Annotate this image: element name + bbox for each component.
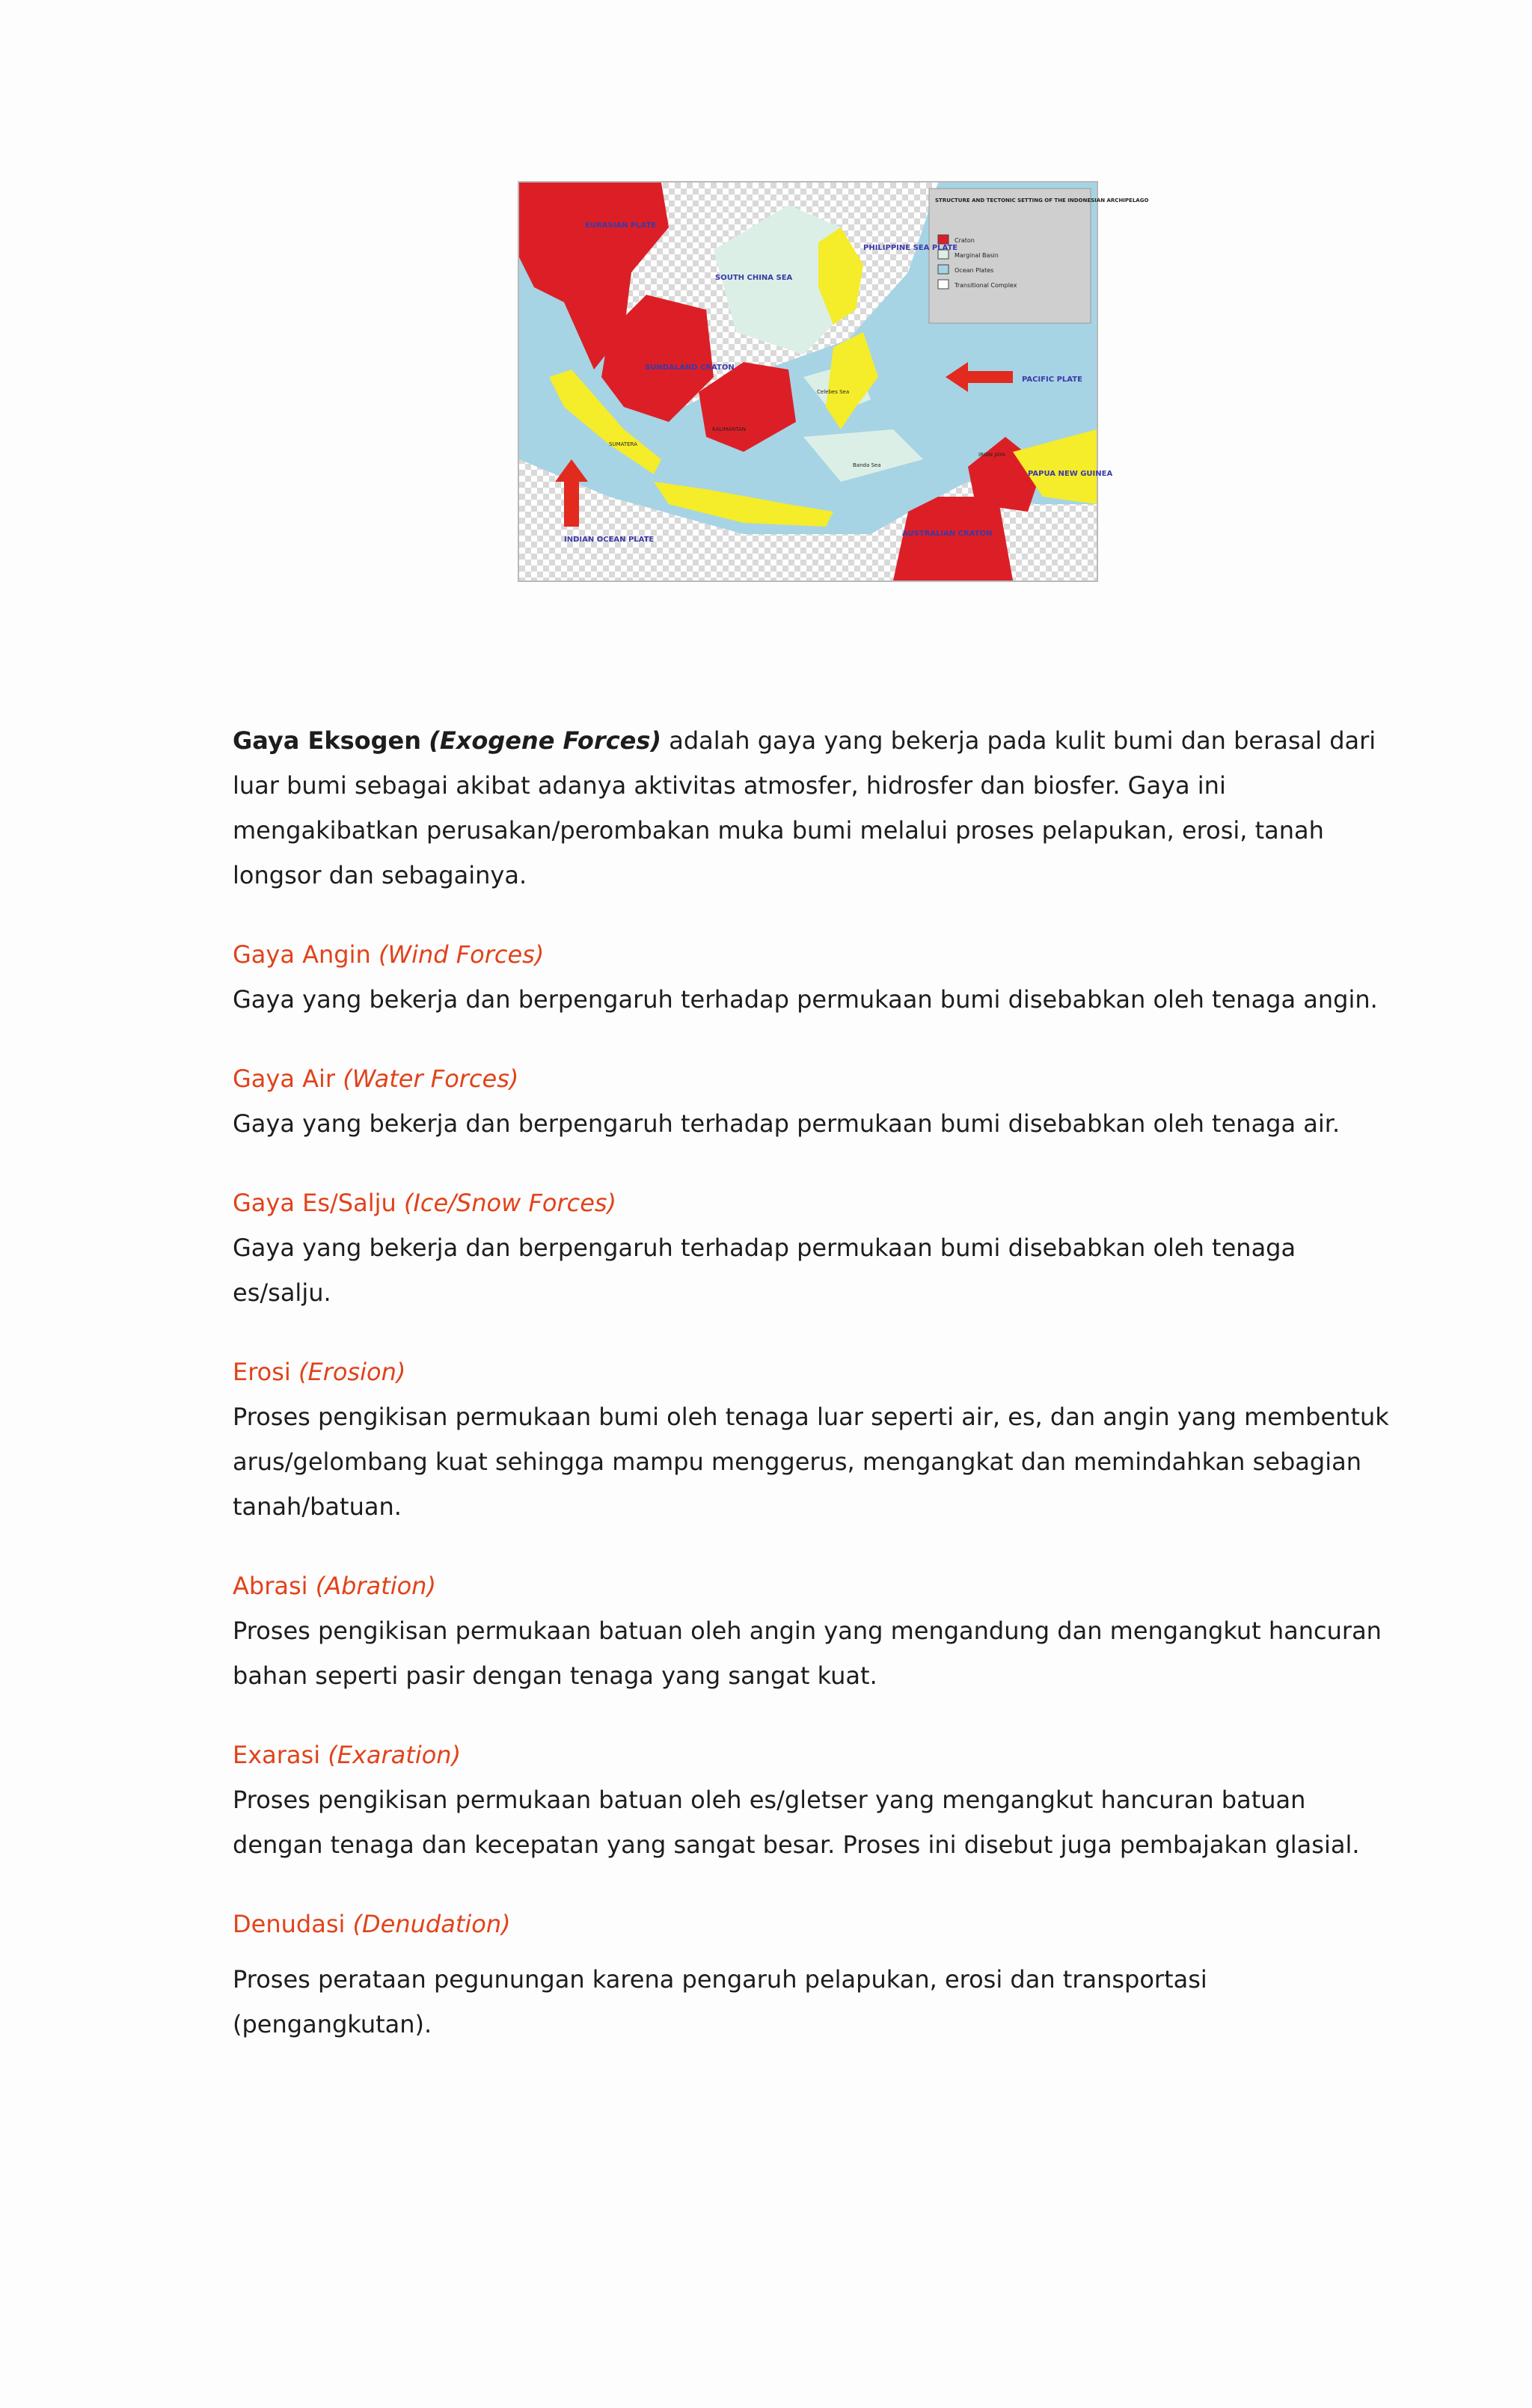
legend-item-craton: Craton [955, 237, 975, 244]
label-sumatera: SUMATERA [609, 441, 637, 447]
section-exaration [233, 1733, 1400, 1867]
label-sundaland-craton: SUNDALAND CRATON [645, 364, 735, 372]
section-heading [233, 932, 1400, 977]
intro-term-en: (Exogene Forces) [429, 726, 662, 755]
section-title-en: (Denudation) [352, 1910, 511, 1938]
section-ice-snow [233, 1180, 1400, 1315]
section-title: Exarasi [233, 1741, 321, 1769]
label-kalimantan: KALIMANTAN [712, 426, 747, 432]
section-body: Proses perataan pegunungan karena pengaruh pelapukan, erosi dan transportasi (pengangkutan). [233, 1965, 1207, 2038]
section-title: Denudasi [233, 1910, 346, 1938]
intro-text: adalah gaya yang bekerja pada kulit bumi dan berasal dari luar bumi sebagai akibat adanya aktivitas atmosfer, hidrosfer dan biosfer. Gaya ini mengakibatkan perusakan/perombakan muka bumi melalui proses pelapukan, erosi, tanah longsor dan sebagainya. [233, 726, 1376, 889]
section-heading [233, 1733, 1400, 1777]
label-pacific-plate: PACIFIC PLATE [1022, 376, 1082, 384]
article-content [233, 718, 1400, 2081]
section-title-en: (Ice/Snow Forces) [403, 1189, 617, 1217]
label-australian-craton: AUSTRALIAN CRATON [902, 530, 993, 538]
section-title: Gaya Es/Salju [233, 1189, 396, 1217]
label-indian-ocean-plate: INDIAN OCEAN PLATE [564, 536, 655, 544]
section-title: Abrasi [233, 1572, 308, 1600]
section-title: Erosi [233, 1358, 291, 1386]
section-title-en: (Exaration) [328, 1741, 462, 1769]
section-heading [233, 1902, 1400, 1946]
legend-item-transitional: Transitional Complex [955, 282, 1017, 289]
label-banda-sea: Banda Sea [853, 462, 881, 468]
section-water [233, 1056, 1400, 1146]
section-title-en: (Wind Forces) [378, 940, 545, 969]
intro-paragraph [233, 718, 1400, 898]
legend-item-marginal-basin: Marginal Basin [955, 252, 999, 259]
section-body: Gaya yang bekerja dan berpengaruh terhadap permukaan bumi disebabkan oleh tenaga angin. [233, 985, 1378, 1014]
section-denudation [233, 1902, 1400, 2047]
legend-title: STRUCTURE AND TECTONIC SETTING OF THE INDONESIAN ARCHIPELAGO [935, 197, 1149, 203]
label-philippine-sea-plate: PHILIPPINE SEA PLATE [863, 244, 958, 252]
section-heading [233, 1563, 1400, 1608]
section-body: Gaya yang bekerja dan berpengaruh terhadap permukaan bumi disebabkan oleh tenaga air. [233, 1109, 1340, 1138]
section-title-en: (Erosion) [298, 1358, 406, 1386]
section-title-en: (Abration) [315, 1572, 436, 1600]
section-title: Gaya Angin [233, 940, 371, 969]
section-body: Gaya yang bekerja dan berpengaruh terhadap permukaan bumi disebabkan oleh tenaga es/salju. [233, 1234, 1296, 1307]
intro-term: Gaya Eksogen [233, 726, 422, 755]
section-heading [233, 1056, 1400, 1101]
legend-box [929, 189, 1091, 323]
section-title-en: (Water Forces) [343, 1064, 519, 1093]
section-body: Proses pengikisan permukaan batuan oleh angin yang mengandung dan mengangkut hancuran bahan seperti pasir dengan tenaga yang sangat kuat. [233, 1617, 1382, 1690]
section-heading [233, 1180, 1400, 1225]
section-heading [233, 1349, 1400, 1394]
section-body: Proses pengikisan permukaan batuan oleh es/gletser yang mengangkut hancuran batuan dengan tenaga dan kecepatan yang sangat besar. Proses ini disebut juga pembajakan glasial. [233, 1786, 1360, 1859]
section-erosion [233, 1349, 1400, 1529]
section-abration [233, 1563, 1400, 1698]
section-title: Gaya Air [233, 1064, 336, 1093]
tectonic-map-figure [518, 181, 1149, 582]
tectonic-map [519, 183, 1149, 580]
label-eurasian-plate: EURASIAN PLATE [585, 221, 657, 230]
label-irian-jaya: IRIAN JAYA [978, 452, 1005, 458]
label-celebes-sea: Celebes Sea [817, 389, 850, 395]
legend-item-ocean-plates: Ocean Plates [955, 267, 994, 274]
label-papua-new-guinea: PAPUA NEW GUINEA [1028, 470, 1113, 478]
section-body: Proses pengikisan permukaan bumi oleh tenaga luar seperti air, es, dan angin yang membentuk arus/gelombang kuat sehingga mampu menggerus, mengangkat dan memindahkan sebagian tanah/batuan. [233, 1403, 1389, 1521]
label-south-china-sea: SOUTH CHINA SEA [715, 274, 793, 282]
section-wind [233, 932, 1400, 1022]
